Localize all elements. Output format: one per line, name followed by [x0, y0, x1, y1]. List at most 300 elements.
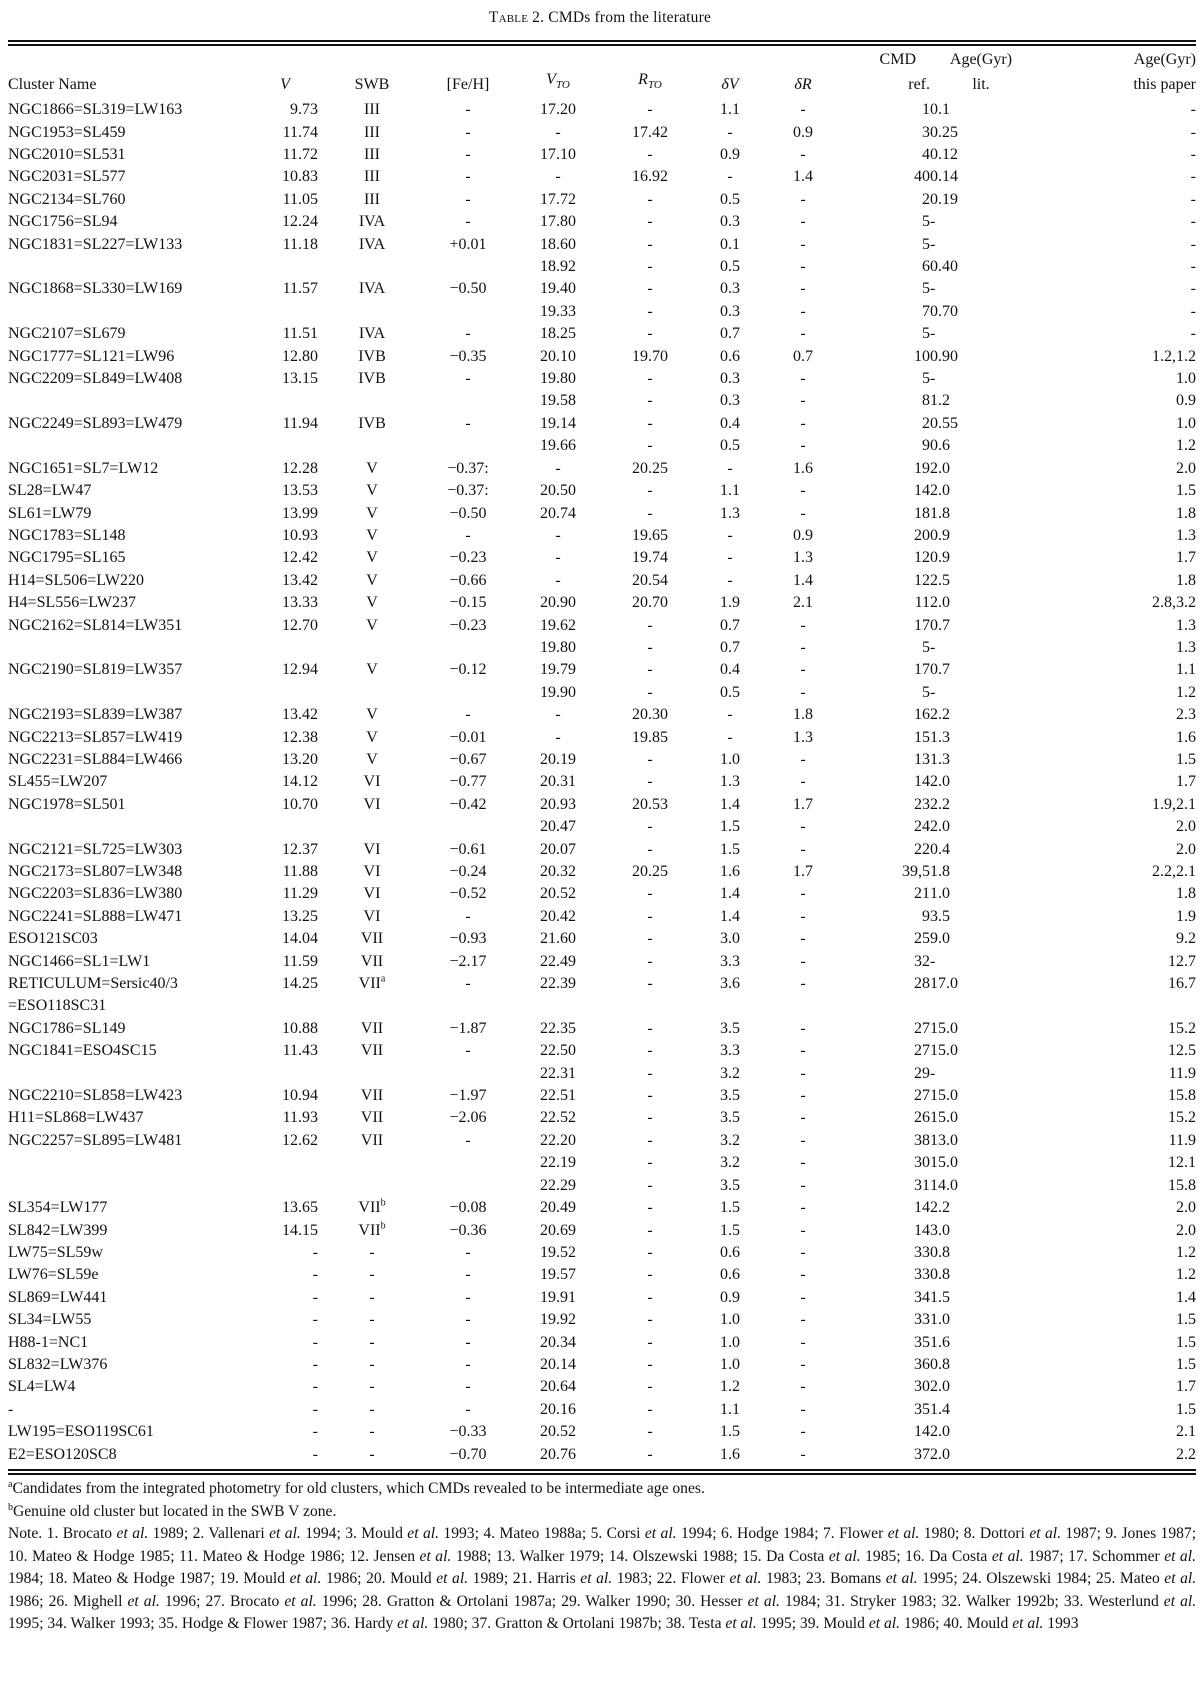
table-cell: 1.9,2.1 — [1152, 795, 1196, 813]
table-cell: 0.9 — [720, 1288, 740, 1306]
table-cell: 3.2 — [720, 1064, 740, 1082]
table-cell: - — [369, 1243, 375, 1261]
table-cell: 1.5 — [1176, 1355, 1196, 1373]
table-cell: - — [727, 728, 733, 746]
reference-item: 10. Mateo & Hodge 1985; — [8, 1547, 180, 1565]
table-cell: - — [800, 392, 806, 410]
table-cell: - — [800, 325, 806, 343]
table-cell: 0.4 — [930, 840, 950, 858]
table-cell: 8 — [922, 392, 930, 410]
table-cell: NGC2121=SL725=LW303 — [8, 840, 183, 858]
table-cell: - — [800, 190, 806, 208]
table-cell: −2.06 — [449, 1109, 487, 1127]
table-cell: 14 — [914, 773, 930, 791]
table-cell: - — [727, 549, 733, 567]
top-rule-1 — [8, 40, 1196, 42]
table-cell: NGC2210=SL858=LW423 — [8, 1087, 183, 1105]
table-cell: 9.2 — [1176, 930, 1196, 948]
table-cell: E2=ESO120SC8 — [8, 1445, 117, 1463]
table-cell: 0.9 — [930, 549, 950, 567]
table-cell: - — [647, 302, 653, 320]
table-row — [8, 704, 1196, 726]
table-row — [8, 592, 1196, 614]
reference-item: 17. Schommer et al. 1984; — [8, 1547, 1196, 1587]
table-cell: 13 — [914, 750, 930, 768]
table-row — [8, 1130, 1196, 1152]
table-cell: - — [312, 1243, 318, 1261]
table-cell: NGC2231=SL884=LW466 — [8, 750, 183, 768]
table-cell: 1.0 — [720, 750, 740, 768]
table-cell: NGC1651=SL7=LW12 — [8, 459, 159, 477]
table-cell: - — [555, 459, 561, 477]
table-cell: - — [647, 773, 653, 791]
header-age-this: Age(Gyr) — [1133, 51, 1196, 68]
top-rule-2 — [8, 44, 1196, 46]
table-cell: - — [465, 1378, 471, 1396]
table-row — [8, 1107, 1196, 1129]
header-cell: $V_{TO}$ — [546, 71, 570, 92]
table-row — [8, 570, 1196, 592]
table-cell: - — [647, 190, 653, 208]
table-cell: - — [465, 1355, 471, 1373]
table-cell: 1.8 — [793, 706, 813, 724]
table-cell: - — [800, 213, 806, 231]
table-cell: - — [1190, 302, 1196, 320]
table-cell: SL61=LW79 — [8, 504, 92, 522]
table-cell: SL354=LW177 — [8, 1199, 108, 1217]
table-cell: 13.53 — [282, 482, 318, 500]
table-cell: - — [647, 392, 653, 410]
table-cell: 1.5 — [720, 1199, 740, 1217]
table-cell: −0.50 — [449, 280, 487, 298]
table-cell: 11 — [914, 594, 930, 612]
table-cell: 2.0 — [1176, 459, 1196, 477]
table-row — [8, 1354, 1196, 1376]
table-cell: - — [800, 683, 806, 701]
table-cell: - — [647, 661, 653, 679]
table-cell: 0.5 — [720, 437, 740, 455]
table-row — [8, 301, 1196, 323]
table-cell: 12.1 — [1168, 1154, 1196, 1172]
reference-item: 33. Westerlund et al. 1995; — [8, 1592, 1197, 1632]
table-cell: 0.7 — [930, 616, 950, 634]
table-cell — [510, 995, 606, 1017]
table-cell: 2.0 — [930, 482, 950, 500]
table-cell: 10.94 — [282, 1087, 318, 1105]
table-cell: IVB — [358, 347, 386, 365]
table-cell — [8, 390, 252, 412]
table-cell: - — [800, 1221, 806, 1239]
reference-item: 5. Corsi et al. 1994; — [590, 1525, 721, 1542]
table-cell: RETICULUM=Sersic40/3 — [8, 975, 178, 993]
table-cell: 11.94 — [282, 414, 318, 432]
table-cell: 0.9 — [720, 146, 740, 163]
table-row — [8, 771, 1196, 793]
table-cell: NGC1953=SL459 — [8, 123, 126, 141]
table-cell: SL869=LW441 — [8, 1288, 108, 1306]
table-cell: 0.7 — [793, 347, 813, 365]
table-row — [8, 816, 1196, 838]
table-cell: 11.74 — [282, 123, 318, 141]
table-cell: 11.59 — [282, 952, 318, 970]
table-cell: - — [465, 1266, 471, 1284]
footnote-b: $^b$Genuine old cluster but located in the SWB V zone. — [8, 1501, 337, 1520]
reference-item: 32. Walker 1992b; — [941, 1592, 1064, 1610]
header-row-top — [8, 50, 1196, 70]
reference-item: 28. Gratton & Ortolani 1987a; — [362, 1592, 562, 1610]
table-cell: H14=SL506=LW220 — [8, 571, 144, 589]
table-cell: - — [647, 1378, 653, 1396]
table-cell: 24 — [914, 818, 930, 836]
table-cell: - — [800, 1019, 806, 1037]
table-cell: 12.28 — [282, 459, 318, 477]
table-cell: - — [647, 1243, 653, 1261]
table-cell: IVA — [358, 325, 386, 343]
table-cell: - — [800, 414, 806, 432]
table-cell: - — [930, 952, 936, 970]
table-cell — [426, 390, 510, 412]
table-cell: 11.43 — [282, 1042, 318, 1060]
table-cell: 2.1 — [793, 594, 813, 612]
table-cell: 5 — [922, 638, 930, 656]
table-cell: - — [800, 302, 806, 320]
table-cell: - — [465, 1311, 471, 1329]
table-cell: - — [647, 975, 653, 993]
table-cell: 1.9 — [720, 594, 740, 612]
table-cell: - — [930, 325, 936, 343]
table-row — [8, 435, 1196, 457]
reference-item: 24. Olszewski 1984; — [962, 1570, 1096, 1587]
table-cell: - — [465, 1042, 471, 1060]
table-cell: 1.5 — [1176, 750, 1196, 768]
table-cell: III — [364, 101, 380, 119]
table-cell: SL832=LW376 — [8, 1355, 108, 1373]
table-cell: 1.8 — [930, 504, 950, 522]
table-row — [8, 368, 1196, 390]
table-cell: 5 — [922, 280, 930, 298]
table-cell: - — [465, 325, 471, 343]
table-cell: - — [647, 235, 653, 253]
table-cell: 19 — [914, 459, 930, 477]
table-cell: - — [800, 661, 806, 679]
table-cell: - — [647, 1087, 653, 1105]
table-row — [8, 1264, 1196, 1286]
table-cell: 0.3 — [720, 213, 740, 231]
reference-item: 21. Harris et al. 1983; — [512, 1570, 657, 1587]
table-cell: 1.5 — [1176, 482, 1196, 500]
table-cell: - — [800, 975, 806, 993]
table-cell: 33 — [914, 1243, 930, 1261]
table-cell: 14 — [914, 1221, 930, 1239]
table-cell: 0.55 — [930, 414, 958, 432]
table-cell — [426, 637, 510, 659]
table-cell: - — [647, 437, 653, 455]
table-cell: 0.19 — [930, 190, 958, 208]
table-cell: 12 — [914, 571, 930, 589]
reference-item: 15. Da Costa et al. 1985; — [742, 1547, 906, 1565]
table-cell — [252, 816, 318, 838]
table-row — [8, 727, 1196, 749]
table-cell: 1.0 — [930, 1311, 950, 1329]
table-row — [8, 256, 1196, 278]
table-cell: - — [369, 1355, 375, 1373]
table-cell: 20.32 — [540, 863, 576, 880]
table-cell: 1.4 — [720, 885, 740, 903]
table-cell: - — [800, 1064, 806, 1082]
table-cell: 2.0 — [1176, 840, 1196, 858]
header-cell: δR — [794, 76, 812, 94]
table-cell: - — [647, 101, 653, 119]
table-cell: VI — [363, 907, 381, 925]
table-cell: 1.0 — [1176, 414, 1196, 432]
table-cell: NGC2010=SL531 — [8, 146, 126, 163]
table-cell: 22.29 — [540, 1176, 576, 1194]
table-cell: 22.52 — [540, 1109, 576, 1127]
table-cell: IVB — [358, 414, 386, 432]
table-cell: - — [647, 930, 653, 948]
table-cell: - — [930, 235, 936, 253]
table-cell: 2.0 — [930, 459, 950, 477]
table-row — [8, 861, 1196, 883]
table-cell: 1.6 — [720, 863, 740, 880]
table-cell: 12.5 — [1168, 1042, 1196, 1060]
table-cell: 1.7 — [1176, 1378, 1196, 1396]
reference-item: 20. Mould et al. 1989; — [366, 1570, 513, 1587]
header-cell: SWB — [354, 76, 390, 94]
table-cell: - — [647, 1042, 653, 1060]
table-cell — [318, 256, 426, 278]
table-cell: 11.9 — [1168, 1064, 1196, 1082]
table-row — [8, 995, 1196, 1017]
table-cell: 10.83 — [282, 168, 318, 186]
table-cell: 1.5 — [930, 1288, 950, 1306]
table-cell: 1.1 — [720, 101, 740, 119]
reference-item: 23. Bomans et al. 1995; — [806, 1570, 963, 1587]
reference-item: 8. Dottori et al. 1987; — [963, 1525, 1106, 1542]
table-cell: - — [465, 1333, 471, 1351]
table-cell: 5 — [922, 370, 930, 388]
reference-item: 9. Jones 1987; — [1105, 1525, 1197, 1542]
table-cell — [318, 637, 426, 659]
table-cell: - — [647, 1019, 653, 1037]
table-cell: −0.36 — [449, 1221, 487, 1239]
table-cell: VII — [360, 1131, 384, 1149]
table-cell: - — [647, 1266, 653, 1284]
table-cell: - — [930, 370, 936, 388]
table-cell: 13.33 — [282, 594, 318, 612]
table-row — [8, 1309, 1196, 1331]
reference-item: 3. Mould et al. 1993; — [345, 1525, 484, 1542]
table-cell: 11.9 — [1168, 1131, 1196, 1149]
table-cell: 5 — [922, 213, 930, 231]
table-cell: - — [369, 1311, 375, 1329]
table-cell: 19.65 — [632, 526, 668, 544]
table-cell: 11.88 — [282, 863, 318, 880]
table-cell: - — [1190, 101, 1196, 119]
table-cell: 20.76 — [540, 1445, 576, 1463]
table-cell — [252, 390, 318, 412]
table-cell: - — [727, 706, 733, 724]
table-cell — [318, 995, 426, 1017]
table-cell: 34 — [914, 1288, 930, 1306]
table-cell — [426, 256, 510, 278]
table-cell: SL455=LW207 — [8, 773, 108, 791]
table-cell — [694, 995, 766, 1017]
table-row — [8, 1421, 1196, 1443]
table-cell: - — [555, 728, 561, 746]
table-cell: 1.5 — [1176, 1333, 1196, 1351]
table-cell: 20.10 — [540, 347, 576, 365]
table-cell: SL4=LW4 — [8, 1378, 76, 1396]
table-cell: 20.16 — [540, 1400, 576, 1418]
table-cell: - — [800, 1378, 806, 1396]
table-cell: 18 — [914, 504, 930, 522]
table-row — [8, 883, 1196, 905]
table-cell: 15.8 — [1168, 1176, 1196, 1194]
table-cell: - — [647, 1445, 653, 1463]
table-cell: 2 — [922, 190, 930, 208]
reference-item: 18. Mateo & Hodge 1987; — [48, 1570, 220, 1587]
table-cell: 10 — [914, 347, 930, 365]
table-cell: 3.5 — [720, 1087, 740, 1105]
table-cell: 1.7 — [1176, 549, 1196, 567]
table-cell: 1.2 — [1176, 1243, 1196, 1261]
table-cell: 0.5 — [720, 258, 740, 276]
table-cell: 37 — [914, 1445, 930, 1463]
table-cell: 17.10 — [540, 146, 576, 163]
table-cell: - — [465, 370, 471, 388]
table-cell: 11.05 — [282, 190, 318, 208]
table-cell: 2.0 — [930, 1423, 950, 1441]
reference-item: 36. Hardy et al. 1980; — [330, 1615, 472, 1632]
table-cell: 14 — [914, 482, 930, 500]
table-cell: 0.6 — [930, 437, 950, 455]
table-cell: 0.8 — [930, 1243, 950, 1261]
table-cell: NGC2257=SL895=LW481 — [8, 1131, 183, 1149]
header-cell: $R_{TO}$ — [638, 71, 662, 92]
table-cell: 0.5 — [720, 190, 740, 208]
reference-item: 19. Mould et al. 1986; — [219, 1570, 367, 1587]
table-cell: - — [647, 1311, 653, 1329]
table-cell: - — [465, 975, 471, 993]
table-cell: 19.70 — [632, 347, 668, 365]
table-cell: - — [465, 1288, 471, 1306]
table-cell: 12.94 — [282, 661, 318, 679]
table-cell: 1.3 — [1176, 638, 1196, 656]
table-cell: 1.6 — [720, 1445, 740, 1463]
table-row — [8, 1220, 1196, 1242]
table-cell: −0.42 — [449, 795, 487, 813]
table-cell: III — [364, 146, 380, 163]
table-cell: - — [312, 1333, 318, 1351]
table-cell: 14.0 — [930, 1176, 958, 1194]
table-row — [8, 390, 1196, 412]
table-cell: −1.87 — [449, 1019, 487, 1037]
table-cell: NGC1841=ESO4SC15 — [8, 1042, 157, 1060]
table-cell: 1.3 — [1176, 526, 1196, 544]
table-cell: VII — [360, 1042, 384, 1060]
table-cell: 2.5 — [930, 571, 950, 589]
table-cell: - — [647, 616, 653, 634]
table-cell — [8, 1175, 252, 1197]
table-cell: - — [647, 1131, 653, 1149]
table-cell: 11.72 — [282, 146, 318, 163]
table-cell: - — [800, 504, 806, 522]
table-cell: - — [369, 1445, 375, 1463]
table-cell: 36 — [914, 1355, 930, 1373]
table-cell: 19.85 — [632, 728, 668, 746]
table-cell: 0.9 — [930, 526, 950, 544]
table-cell: 1.3 — [930, 728, 950, 746]
table-cell: 3.3 — [720, 952, 740, 970]
table-cell: - — [555, 123, 561, 141]
table-cell: - — [727, 571, 733, 589]
table-cell: - — [800, 616, 806, 634]
table-cell: 1.4 — [720, 907, 740, 925]
table-body — [8, 99, 1196, 1466]
table-cell: 28 — [914, 975, 930, 993]
table-cell: 0.1 — [930, 101, 950, 119]
table-cell: 0.4 — [720, 661, 740, 679]
table-cell: NGC1978=SL501 — [8, 795, 126, 813]
table-cell: LW75=SL59w — [8, 1243, 103, 1261]
table-cell: IVA — [358, 213, 386, 231]
table-cell: - — [555, 706, 561, 724]
table-row — [8, 637, 1196, 659]
table-cell: - — [800, 1355, 806, 1373]
table-cell: - — [800, 437, 806, 455]
table-cell: 0.7 — [720, 638, 740, 656]
table-cell: 0.9 — [793, 526, 813, 544]
reference-item: 22. Flower et al. 1983; — [656, 1570, 807, 1587]
table-cell: - — [465, 1131, 471, 1149]
table-cell: 1.7 — [1176, 773, 1196, 791]
table-cell: 2.0 — [930, 1378, 950, 1396]
table-cell — [318, 1063, 426, 1085]
table-row — [8, 413, 1196, 435]
table-cell: 12.38 — [282, 728, 318, 746]
table-cell: 32 — [914, 952, 930, 970]
table-label: Table 2. — [488, 9, 545, 26]
table-cell: 20.14 — [540, 1355, 576, 1373]
table-cell: 20.52 — [540, 1423, 576, 1441]
table-cell: 3.6 — [720, 975, 740, 993]
table-cell: 9 — [922, 437, 930, 455]
table-cell: VII — [360, 930, 384, 948]
reference-item: 16. Da Costa et al. 1987; — [905, 1547, 1069, 1565]
table-cell: - — [800, 1131, 806, 1149]
table-row — [8, 211, 1196, 233]
reference-item: 25. Mateo et al. 1986; — [8, 1570, 1197, 1610]
table-cell: 11.18 — [282, 235, 318, 253]
table-row — [8, 525, 1196, 547]
table-cell: 1.9 — [1176, 907, 1196, 925]
table-cell: - — [369, 1333, 375, 1351]
table-cell: 0.9 — [793, 123, 813, 141]
table-cell: - — [647, 683, 653, 701]
table-cell: - — [800, 1176, 806, 1194]
table-row — [8, 234, 1196, 256]
table-cell: NGC1868=SL330=LW169 — [8, 280, 183, 298]
table-cell: V — [366, 549, 378, 567]
table-cell: NGC1783=SL148 — [8, 526, 126, 544]
table-cell: 2.2 — [930, 706, 950, 724]
table-cell: 13.65 — [282, 1199, 318, 1217]
table-cell: III — [364, 123, 380, 141]
table-cell: - — [555, 168, 561, 186]
table-cell: NGC2193=SL839=LW387 — [8, 706, 183, 724]
header-row-bottom — [8, 70, 1196, 99]
